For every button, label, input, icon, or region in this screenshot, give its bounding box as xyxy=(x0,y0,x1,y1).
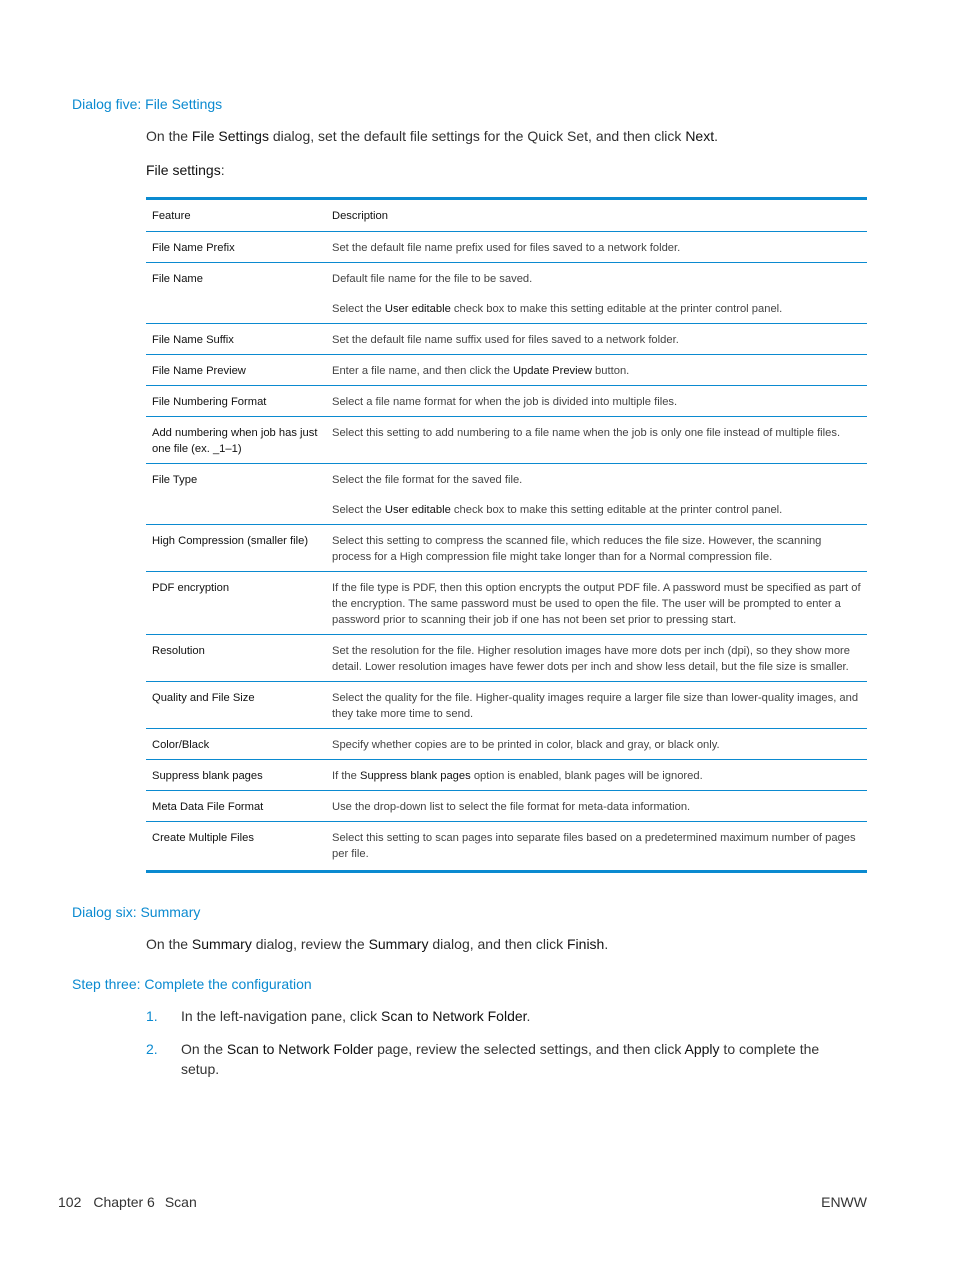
description-cell xyxy=(326,635,867,682)
file-settings-table xyxy=(146,197,867,873)
step-fragment: In the left-navigation pane, click xyxy=(181,1008,382,1024)
description-text: Select a file name format for when the job is divided into multiple files. xyxy=(332,396,678,408)
table-row xyxy=(146,729,867,760)
step-fragment: to complete the setup. xyxy=(181,1041,820,1077)
description-text: Select this setting to scan pages into separate files based on a predetermined maximum number of pages per file. xyxy=(332,832,856,860)
file-settings-term: File settings xyxy=(146,162,221,178)
description-text: Specify whether copies are to be printed in color, black and gray, or black only. xyxy=(332,739,720,751)
description-text xyxy=(332,363,861,379)
description-fragment: Select the xyxy=(332,303,385,315)
feature-cell: File Name Suffix xyxy=(146,324,326,355)
table-row xyxy=(146,572,867,635)
description-cell xyxy=(326,525,867,572)
ui-term-next: Next xyxy=(685,128,715,144)
section-title-step-three: Step three: Complete the configuration xyxy=(72,976,312,992)
description-text xyxy=(332,502,861,518)
step-text xyxy=(181,1039,851,1079)
ui-term-scan-to-network-folder: Scan to Network Folder xyxy=(226,1041,374,1057)
page-number: 102 xyxy=(58,1194,82,1210)
table-row xyxy=(146,791,867,822)
table-row xyxy=(146,232,867,263)
file-settings-label xyxy=(146,162,225,178)
feature-cell: Create Multiple Files xyxy=(152,832,254,844)
table-row xyxy=(146,355,867,386)
label-colon: : xyxy=(220,162,225,178)
description-cell xyxy=(326,729,867,760)
description-text: If the file type is PDF, then this option encrypts the output PDF file. A password must be specified as part of the encryption. The same password must be used to open the file. The user will be prompted to enter a password prior to scanning their job if one has not been set prior to pressing start. xyxy=(332,582,861,626)
ui-term-summary: Summary xyxy=(368,936,429,952)
table-row xyxy=(146,822,867,872)
column-header-feature: Feature xyxy=(146,199,326,232)
ui-term-user-editable: User editable xyxy=(384,504,451,516)
intro-text: On the xyxy=(146,128,192,144)
feature-cell: Meta Data File Format xyxy=(146,791,326,822)
ui-term-file-settings: File Settings xyxy=(191,128,269,144)
description-fragment: check box to make this setting editable at the printer control panel. xyxy=(450,504,783,516)
summary-text: . xyxy=(604,936,609,952)
description-cell xyxy=(326,760,867,791)
intro-text: . xyxy=(714,128,718,144)
column-header-description: Description xyxy=(326,199,867,232)
section-title-dialog-six: Dialog six: Summary xyxy=(72,904,201,920)
page-footer-left xyxy=(58,1194,197,1210)
step-text xyxy=(181,1006,851,1026)
feature-cell: File Name xyxy=(146,263,326,324)
description-cell xyxy=(326,232,867,263)
description-cell xyxy=(326,682,867,729)
feature-cell: File Name Prefix xyxy=(146,232,326,263)
intro-text: dialog, set the default file settings for the Quick Set, and then click xyxy=(268,128,686,144)
description-cell xyxy=(326,324,867,355)
description-cell xyxy=(326,386,867,417)
ui-term-finish: Finish xyxy=(567,936,605,952)
feature-cell: Resolution xyxy=(146,635,326,682)
step-number: 2. xyxy=(146,1041,158,1057)
description-text: Set the resolution for the file. Higher resolution images have more dots per inch (dpi), so they show more detail. Lower resolution images have fewer dots per inch and show less detail, but the file size is smaller. xyxy=(332,645,850,673)
description-fragment: check box to make this setting editable at the printer control panel. xyxy=(450,303,783,315)
description-fragment: button. xyxy=(591,365,630,377)
step-number: 1. xyxy=(146,1008,158,1024)
section-title-dialog-five: Dialog five: File Settings xyxy=(72,96,223,112)
step-fragment: page, review the selected settings, and then click xyxy=(373,1041,685,1057)
feature-cell: Add numbering when job has just one file (ex. _1–1) xyxy=(146,417,326,464)
feature-cell: File Numbering Format xyxy=(146,386,326,417)
table-row xyxy=(146,324,867,355)
table-row xyxy=(146,263,867,324)
description-cell xyxy=(326,791,867,822)
description-text: Select the file format for the saved file. xyxy=(332,474,523,486)
description-text: Set the default file name suffix used for files saved to a network folder. xyxy=(332,334,679,346)
section-label: Scan xyxy=(164,1194,197,1210)
ui-term-scan-to-network-folder: Scan to Network Folder xyxy=(381,1008,527,1024)
description-fragment: If the xyxy=(332,770,360,782)
ui-term-summary: Summary xyxy=(191,936,252,952)
ui-term-suppress-blank-pages: Suppress blank pages xyxy=(360,770,471,782)
description-fragment: option is enabled, blank pages will be ignored. xyxy=(470,770,703,782)
feature-cell: Quality and File Size xyxy=(146,682,326,729)
feature-cell: File Name Preview xyxy=(146,355,326,386)
step-fragment: On the xyxy=(181,1041,227,1057)
feature-cell: Suppress blank pages xyxy=(146,760,326,791)
ui-term-apply: Apply xyxy=(684,1041,720,1057)
table-row xyxy=(146,417,867,464)
feature-cell: High Compression (smaller file) xyxy=(146,525,326,572)
description-text xyxy=(332,301,861,317)
table-row xyxy=(146,386,867,417)
description-fragment: Select the xyxy=(332,504,385,516)
ui-term-update-preview: Update Preview xyxy=(512,365,592,377)
step-fragment: . xyxy=(526,1008,531,1024)
description-cell xyxy=(326,822,867,872)
description-text xyxy=(332,768,861,784)
description-text: Use the drop-down list to select the file format for meta-data information. xyxy=(332,801,691,813)
description-cell xyxy=(326,572,867,635)
summary-paragraph xyxy=(146,936,608,952)
table-header-row xyxy=(146,199,867,232)
page-footer-right: ENWW xyxy=(821,1194,867,1210)
feature-cell: PDF encryption xyxy=(146,572,326,635)
description-cell xyxy=(326,417,867,464)
table-row xyxy=(146,525,867,572)
description-text: Select this setting to compress the scanned file, which reduces the file size. However, the scanning process for a High compression file might take longer than for a Normal compression file. xyxy=(332,535,822,563)
summary-text: On the xyxy=(146,936,192,952)
ui-term-user-editable: User editable xyxy=(384,303,451,315)
summary-text: dialog, and then click xyxy=(428,936,567,952)
table-row xyxy=(146,464,867,525)
description-text: Set the default file name prefix used for files saved to a network folder. xyxy=(332,242,681,254)
description-fragment: Enter a file name, and then click the xyxy=(332,365,513,377)
intro-paragraph xyxy=(146,128,718,144)
feature-cell: File Type xyxy=(146,464,326,525)
table-row xyxy=(146,760,867,791)
description-text: Default file name for the file to be saved. xyxy=(332,273,533,285)
summary-text: dialog, review the xyxy=(251,936,369,952)
table-row xyxy=(146,682,867,729)
description-cell xyxy=(326,355,867,386)
feature-cell: Color/Black xyxy=(146,729,326,760)
description-text: Select the quality for the file. Higher-quality images require a larger file size than lower-quality images, and they take more time to send. xyxy=(332,692,859,720)
description-text: Select this setting to add numbering to a file name when the job is only one file instead of multiple files. xyxy=(332,427,841,439)
table-row xyxy=(146,635,867,682)
description-cell xyxy=(326,263,867,324)
description-cell xyxy=(326,464,867,525)
chapter-label: Chapter 6 xyxy=(93,1194,155,1210)
